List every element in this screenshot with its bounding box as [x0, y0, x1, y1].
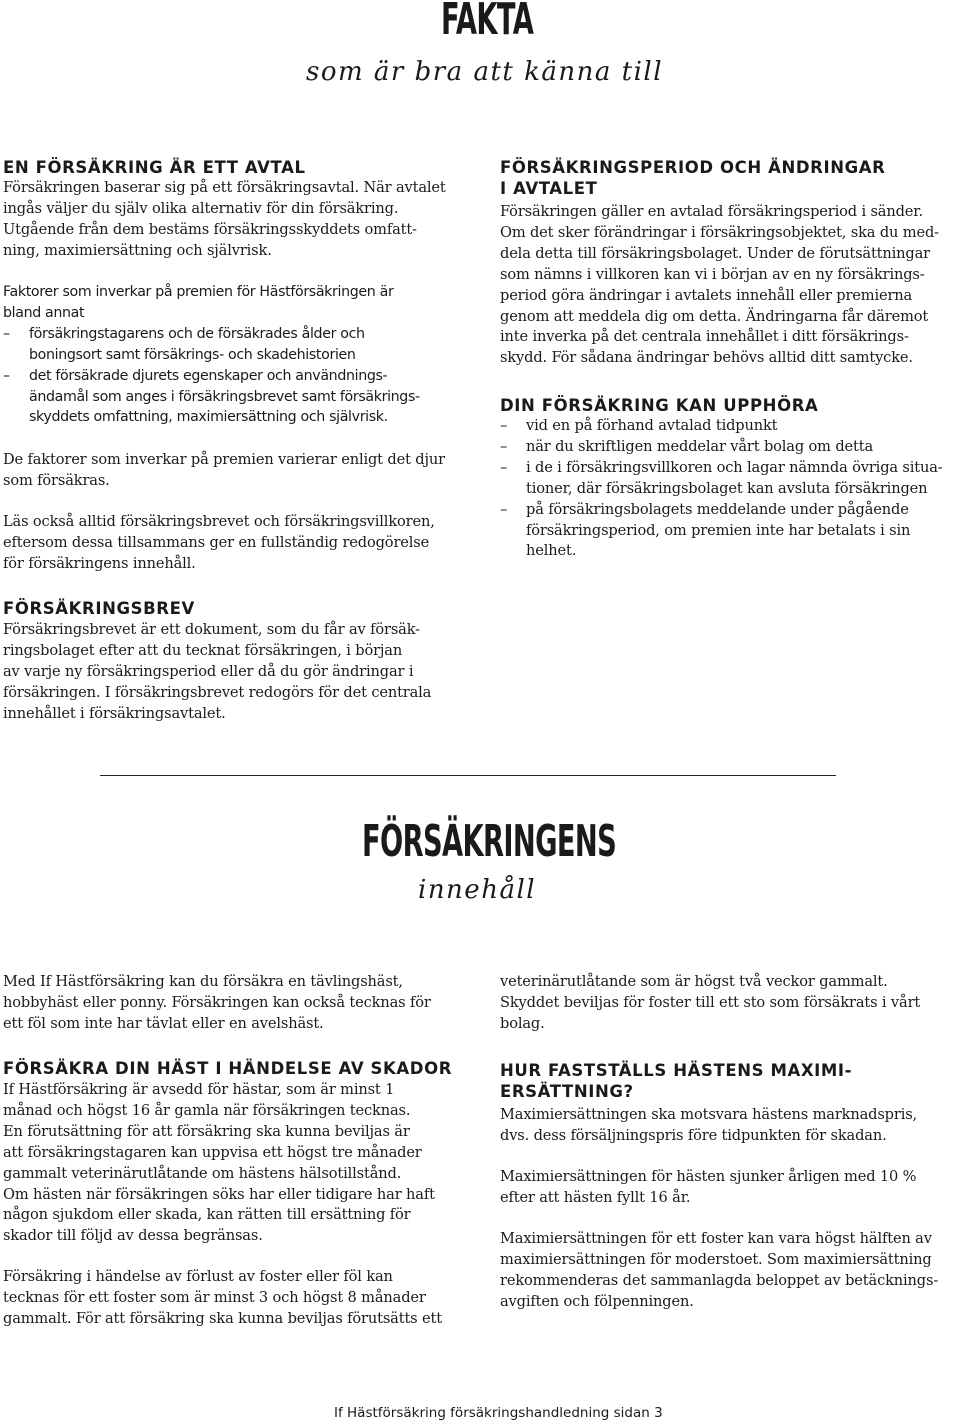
- section-title: FÖRSÄKRINGENS: [362, 816, 617, 867]
- upphora-list: [500, 416, 943, 562]
- period-text: Försäkringen gäller en avtalad försäkringsperiod i sänder. Om det sker förändringar i försäkringsobjektet, ska du med- dela detta till försäkringsbolaget. Under de förutsättningar som nämns i villkoren kan vi i början av en ny försäkrings- period göra ändringar i avtalets innehåll eller premierna genom att meddela dig om detta. Ändringarna får däremot inte inverka på det centrala innehållet i ditt försäkrings- skydd. För sådana ändringar behövs alltid ditt samtycke.: [500, 203, 939, 367]
- faktorer-list: [3, 324, 420, 429]
- maxi-p1: Maximiersättningen ska motsvara hästens marknadspris, dvs. dess försäljningspris före tidpunkten för skadan.: [500, 1106, 918, 1144]
- varierar-text: De faktorer som inverkar på premien varierar enligt det djur som försäkras.: [3, 451, 445, 489]
- page-title: FAKTA: [441, 0, 534, 45]
- list-item: – på försäkringsbolagets meddelande under pågående försäkringsperiod, om premien inte har betalats i sin helhet.: [500, 500, 911, 560]
- maxi-p2: Maximiersättningen för hästen sjunker årligen med 10 % efter att hästen fyllt 16 år.: [500, 1168, 917, 1206]
- faktorer-text: Faktorer som inverkar på premien för Hästförsäkringen är bland annat – försäkringstagarens och de försäkrades ålder och boningsort samt försäkrings- och skadehistorien – det försäkrade djurets egenskaper och användnings- ändamål som anges i försäkringsbrevet samt försäkrings- skyddets omfattning, maximiersättning och självrisk.: [3, 282, 420, 428]
- maxi-p3: Maximiersättningen för ett foster kan vara högst hälften av maximiersättningen för moderstoet. Som maximiersättning rekommenderas det sammanlagda beloppet av betäcknings- avgiften och fölpenningen.: [500, 1230, 939, 1310]
- intro-text: Med If Hästförsäkring kan du försäkra en tävlingshäst, hobbyhäst eller ponny. Försäkringen kan också tecknas för ett föl som inte har tävlat eller en avelshäst.: [3, 973, 431, 1032]
- heading-avtal: EN FÖRSÄKRING ÄR ETT AVTAL: [3, 158, 306, 177]
- list-item: – försäkringstagarens och de försäkrades ålder och boningsort samt försäkrings- och skadehistorien: [3, 325, 365, 363]
- list-item: – det försäkrade djurets egenskaper och användnings- ändamål som anges i försäkringsbrevet samt försäkrings- skyddets omfattning, maximiersättning och självrisk.: [3, 367, 420, 426]
- las-ocksa-text: Läs också alltid försäkringsbrevet och försäkringsvillkoren, eftersom dessa tillsammans ger en fullständig redogörelse för försäkringens innehåll.: [3, 513, 435, 572]
- skador-text: If Hästförsäkring är avsedd för hästar, som är minst 1 månad och högst 16 år gamla när försäkringen tecknas. En förutsättning för att försäkring ska kunna beviljas är att försäkringstagaren kan uppvisa ett högst tre månader gammalt veterinärutlåtande om hästens hälsotillstånd. Om hästen när försäkringen söks har eller tidigare har haft någon sjukdom eller skada, kan rätten till ersättning för skador till följd av dessa begränsas.: [3, 1081, 435, 1245]
- forsakringsbrev-text: Försäkringsbrevet är ett dokument, som du får av försäk- ringsbolaget efter att du tecknat försäkringen, i början av varje ny försäkringsperiod eller då du gör ändringar i försäkringen. I försäkringsbrevet redogörs för det centrala innehållet i försäkringsavtalet.: [3, 621, 432, 722]
- heading-period: FÖRSÄKRINGSPERIOD OCH ÄNDRINGAR I AVTALET: [500, 158, 886, 198]
- veterinar-text: veterinärutlåtande som är högst två veckor gammalt. Skyddet beviljas för foster till ett sto som försäkrats i vårt bolag.: [500, 973, 921, 1032]
- avtal-text: Försäkringen baserar sig på ett försäkringsavtal. När avtalet ingås väljer du själv olika alternativ för din försäkring. Utgående från dem bestäms försäkringsskyddets omfatt- ning, maximiersättning och självrisk.: [3, 179, 446, 259]
- heading-forsakringsbrev: FÖRSÄKRINGSBREV: [3, 599, 195, 618]
- section-subtitle: innehåll: [418, 875, 537, 905]
- foster-text: Försäkring i händelse av förlust av foster eller föl kan tecknas för ett foster som är minst 3 och högst 8 månader gammalt. För att försäkring ska kunna beviljas förutsätts ett: [3, 1268, 442, 1327]
- page-footer: If Hästförsäkring försäkringshandledning sidan 3: [334, 1405, 663, 1421]
- section-divider: [100, 775, 836, 776]
- list-item: – vid en på förhand avtalad tidpunkt: [500, 417, 778, 434]
- page-subtitle: som är bra att känna till: [306, 57, 664, 87]
- heading-upphora: DIN FÖRSÄKRING KAN UPPHÖRA: [500, 396, 819, 415]
- list-item: – i de i försäkringsvillkoren och lagar nämnda övriga situa- tioner, där försäkringsbolaget kan avsluta försäkringen: [500, 458, 943, 497]
- heading-skador: FÖRSÄKRA DIN HÄST I HÄNDELSE AV SKADOR: [3, 1059, 452, 1078]
- heading-maxiersattning: HUR FASTSTÄLLS HÄSTENS MAXIMI- ERSÄTTNING?: [500, 1061, 853, 1101]
- list-item: – när du skriftligen meddelar vårt bolag om detta: [500, 437, 873, 455]
